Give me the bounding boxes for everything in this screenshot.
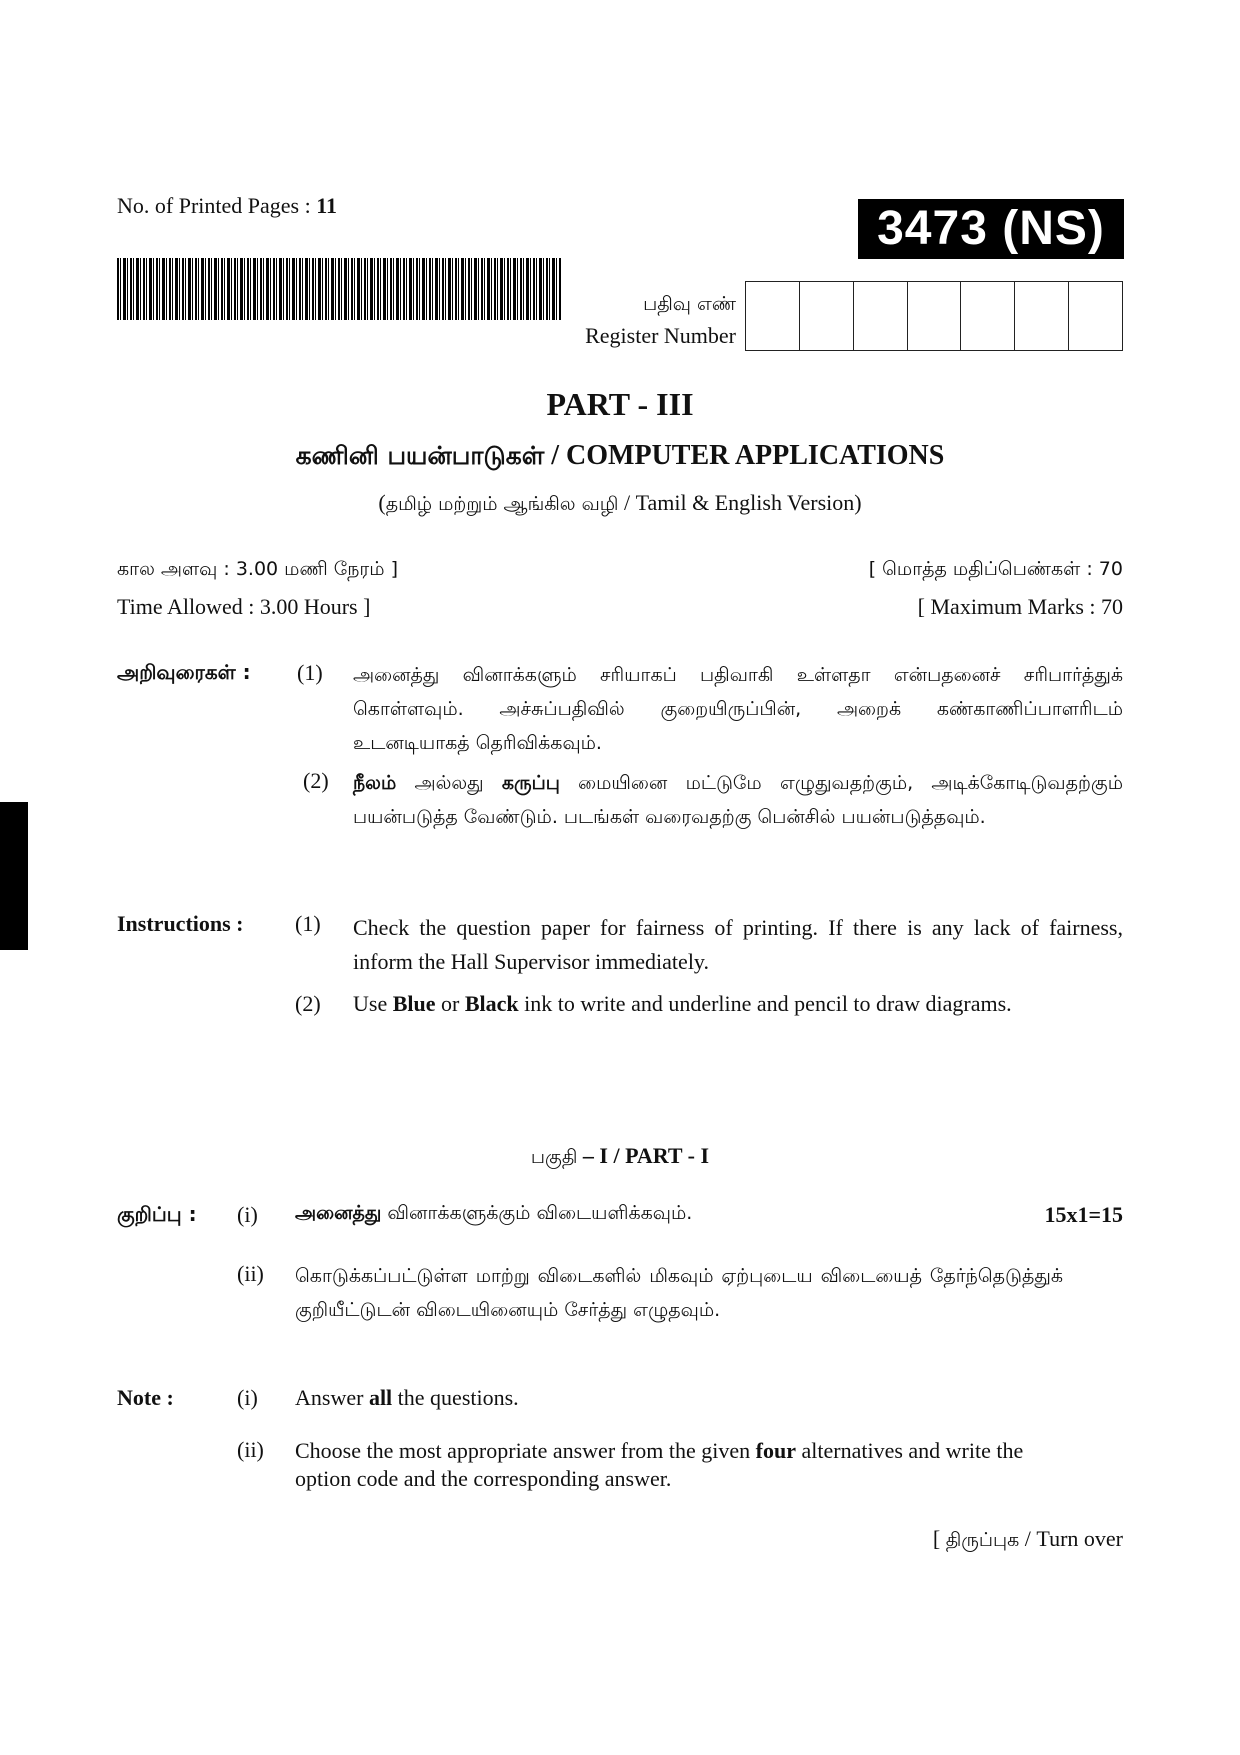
subject-separator: / [544,440,567,471]
version-open: ( [378,490,386,515]
register-number-boxes[interactable] [745,281,1123,351]
instruction-en-2-mid: or [435,991,465,1016]
black-ink-ta: கருப்பு [501,772,560,794]
blue-ink-en: Blue [392,991,436,1016]
subject-title [0,440,1240,474]
turn-over [933,1526,1123,1554]
instruction-ta-2-mid: அல்லது [396,772,502,794]
instruction-ta-2-number: (2) [303,768,329,793]
register-digit-box[interactable] [1014,282,1068,350]
max-marks-ta: [ மொத்த மதிப்பெண்கள் : 70 [868,558,1123,580]
instruction-ta-1-text: அனைத்து வினாக்களும் சரியாகப் பதிவாகி உள்ளதா என்பதனைச் சரிபார்த்துக் கொள்ளவும். அச்சுப்பதிவில் குறையிருப்பின், அறைக் கண்காணிப்பாளரிடம் உடனடியாகத் தெரிவிக்கவும். [353,664,1123,754]
instruction-ta-1-number: (1) [297,660,323,685]
note-en-1-rest: the questions. [392,1385,519,1410]
instruction-en-1-number: (1) [295,911,321,936]
turn-over-ta: திருப்புக [945,1529,1020,1551]
register-digit-box[interactable] [746,282,799,350]
instructions-en-label: Instructions : [117,911,244,936]
section-heading [0,1143,1240,1171]
note-ta-1-text [295,1202,692,1227]
register-digit-box[interactable] [799,282,853,350]
turn-over-en: / Turn over [1019,1526,1123,1551]
version-ta: தமிழ் மற்றும் ஆங்கில வழி [385,493,619,515]
note-en-1-number: (i) [237,1385,258,1410]
note-en-label: Note : [117,1385,174,1410]
instruction-ta-2-text [353,766,1123,834]
register-digit-box[interactable] [960,282,1014,350]
instruction-en-2-number: (2) [295,991,321,1016]
register-number-labels [540,288,736,352]
instructions-ta-label: அறிவுரைகள் : [117,660,251,684]
printed-pages-value: 11 [316,193,337,218]
printed-pages-info [117,193,337,219]
part-heading: PART - III [546,386,694,422]
printed-pages-label: No. of Printed Pages : [117,193,317,218]
note-en-2-bold: four [755,1438,796,1463]
note-en-2-number: (ii) [237,1437,264,1462]
register-digit-box[interactable] [1068,282,1122,350]
blue-ink-ta: நீலம் [353,772,397,794]
paper-code: 3473 (NS) [858,199,1124,259]
note-en-2-text [295,1437,1070,1493]
instruction-ta-2-rest: மையினை மட்டுமே எழுதுவதற்கும், அடிக்கோடிடுவதற்கும் பயன்படுத்த வேண்டும். படங்கள் வரைவதற்கு பென்சில் பயன்படுத்தவும். [353,772,1123,828]
instruction-en-2-rest: ink to write and underline and pencil to draw diagrams. [518,991,1012,1016]
instruction-en-2-pre: Use [353,991,393,1016]
version-en: / Tamil & English Version) [618,490,862,515]
note-en-2-rest: alternatives and write the option code and the corresponding answer. [295,1438,1024,1491]
note-ta-2-text: கொடுக்கப்பட்டுள்ள மாற்று விடைகளில் மிகவும் ஏற்புடைய விடையைத் தேர்ந்தெடுத்துக் குறியீட்டுடன் விடையினையும் சேர்த்து எழுதவும். [295,1265,1063,1321]
turn-over-open: [ [932,1526,946,1551]
time-allowed-ta: கால அளவு : 3.00 மணி நேரம் ] [117,558,398,580]
instruction-en-2-text [353,991,1143,1017]
note-ta-1-bold: அனைத்து [295,1202,382,1224]
note-ta-2-number: (ii) [237,1261,264,1286]
marks-distribution: 15x1=15 [1044,1202,1123,1227]
subject-title-en: COMPUTER APPLICATIONS [566,440,945,471]
register-digit-box[interactable] [907,282,961,350]
register-label-ta: பதிவு எண் [643,293,736,315]
max-marks-en: [ Maximum Marks : 70 [917,594,1123,619]
instruction-en-1-text: Check the question paper for fairness of printing. If there is any lack of fairness, inform the Hall Supervisor immediately. [353,915,1123,974]
black-ink-en: Black [464,991,519,1016]
note-en-2-pre: Choose the most appropriate answer from the given [295,1438,756,1463]
note-en-1-text [295,1385,519,1411]
register-digit-box[interactable] [853,282,907,350]
version-line [0,490,1240,518]
note-ta-1-rest: வினாக்களுக்கும் விடையளிக்கவும். [381,1202,693,1224]
note-en-1-pre: Answer [295,1385,369,1410]
time-allowed-en: Time Allowed : 3.00 Hours ] [117,594,371,619]
note-en-1-bold: all [368,1385,393,1410]
note-ta-label: குறிப்பு : [117,1202,197,1226]
subject-title-ta: கணினி பயன்பாடுகள் [295,441,545,470]
side-margin-mark [0,802,28,950]
register-label-en: Register Number [585,323,736,348]
note-ta-1-number: (i) [237,1202,258,1227]
barcode [117,258,561,320]
section-heading-ta: பகுதி [530,1146,578,1168]
section-heading-en: – I / PART - I [577,1143,710,1168]
